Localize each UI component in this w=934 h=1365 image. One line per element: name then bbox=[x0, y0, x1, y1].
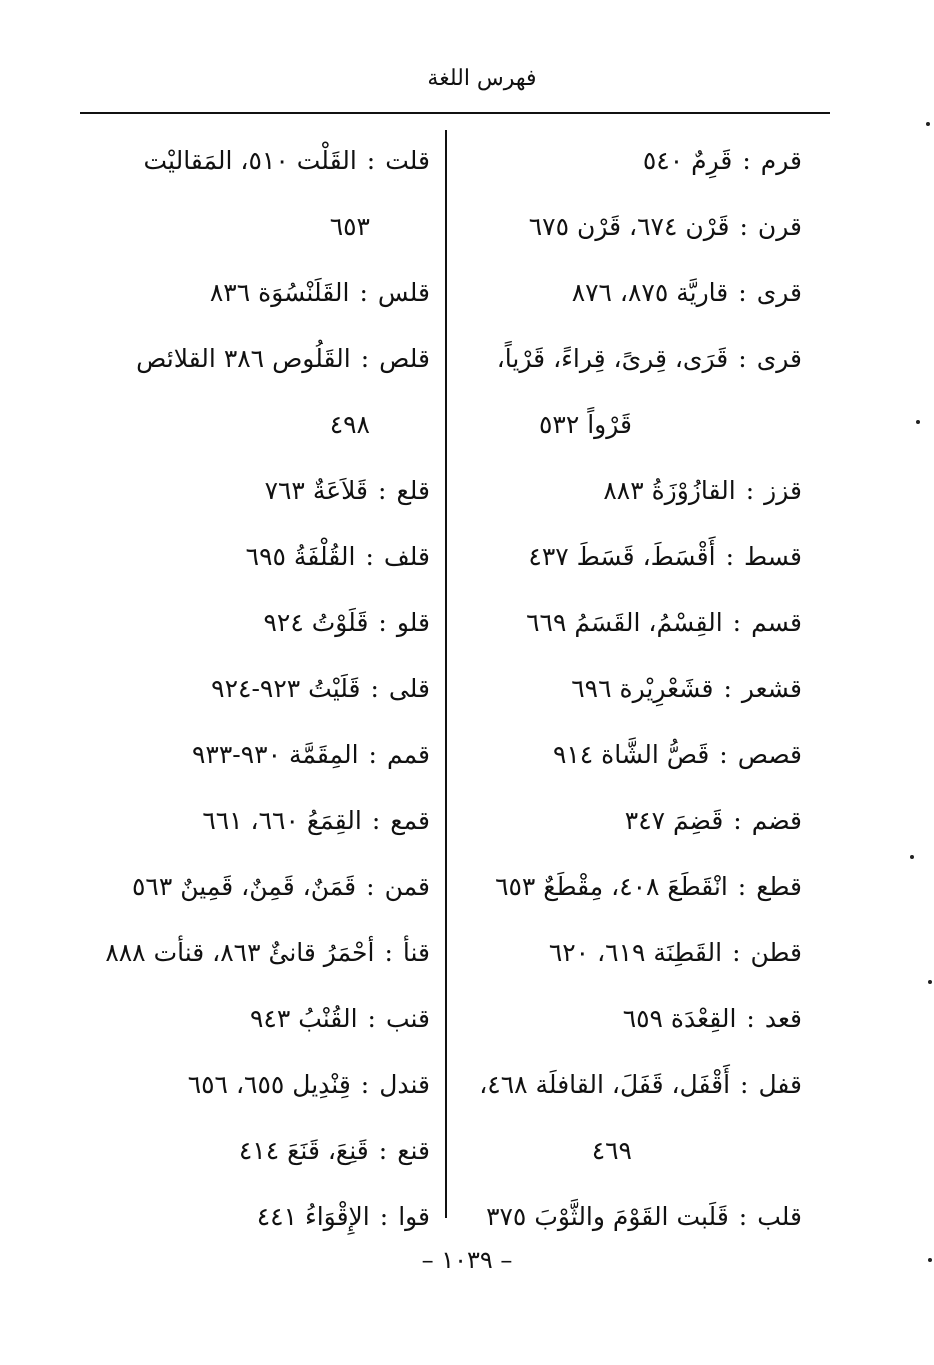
entry-text: قَرْن ٦٧٤، قَرْن ٦٧٥ bbox=[528, 212, 730, 241]
entry-continuation: ٤٩٨ bbox=[329, 410, 370, 439]
index-entry: قزز:القازُوْزَةُ ٨٨٣ bbox=[603, 476, 802, 505]
page-header bbox=[0, 66, 934, 91]
index-entry: قلب:قَلَبت القَوْمَ والثَّوْبَ ٣٧٥ bbox=[486, 1202, 802, 1231]
entry-text: قَلَيْتُ ٩٢٣-٩٢٤ bbox=[211, 674, 361, 703]
entry-root: قسط bbox=[744, 542, 802, 571]
entry-root: قمم bbox=[386, 740, 430, 769]
entry-text: القِمَعُ ٦٦٠، ٦٦١ bbox=[202, 806, 362, 835]
entry-root: قضم bbox=[751, 806, 802, 835]
left-column bbox=[78, 128, 430, 1250]
entry-root: قرى bbox=[756, 278, 802, 307]
entry-text: القَطِنَة ٦١٩، ٦٢٠ bbox=[548, 938, 723, 967]
index-entry: قطع:انْقَطَعَ ٤٠٨، مِقْطَعٌ ٦٥٣ bbox=[495, 872, 802, 901]
entry-root: قطع bbox=[756, 872, 802, 901]
entry-root: قزز bbox=[764, 476, 802, 505]
index-entry: قلت:القَلْت ٥١٠، المَقاليْت ٦٥٣ bbox=[78, 128, 430, 260]
scan-speck bbox=[928, 980, 932, 984]
entry-root: قنأ bbox=[402, 938, 430, 967]
entry-root: قرن bbox=[757, 212, 802, 241]
index-entry: قرى:قاريَّة ٨٧٥، ٨٧٦ bbox=[571, 278, 802, 307]
entry-root: قلو bbox=[396, 608, 430, 637]
entry-text: قَرِمٌ ٥٤٠ bbox=[642, 146, 733, 175]
right-column bbox=[462, 128, 802, 1250]
entry-root: قطن bbox=[750, 938, 802, 967]
entry-root: قصص bbox=[737, 740, 802, 769]
index-entry: قلو:قَلَوْتُ ٩٢٤ bbox=[263, 608, 430, 637]
entry-continuation: ٤٦٩ bbox=[591, 1136, 632, 1165]
index-entry: قنب:القُنْبُ ٩٤٣ bbox=[249, 1004, 430, 1033]
index-entry: قوا:الإِقْوَاءُ ٤٤١ bbox=[256, 1202, 430, 1231]
entry-root: قندل bbox=[379, 1070, 430, 1099]
page-title: فهرس اللغة bbox=[427, 66, 537, 91]
entry-text: قَمَنٌ، قَمِنٌ، قَمِينٌ ٥٦٣ bbox=[132, 872, 357, 901]
entry-root: قلع bbox=[396, 476, 430, 505]
header-rule bbox=[80, 112, 830, 114]
entry-root: قلص bbox=[379, 344, 430, 373]
entry-root: قنع bbox=[397, 1136, 430, 1165]
entry-text: قاريَّة ٨٧٥، ٨٧٦ bbox=[571, 278, 729, 307]
entry-continuation: قَرْواً ٥٣٢ bbox=[538, 410, 632, 439]
entry-text: القَلَنْسُوَة ٨٣٦ bbox=[209, 278, 350, 307]
index-entry: قرى:قَرَى، قِرىً، قِراءً، قَرْياً، قَرْواً ٥٣٢ bbox=[462, 326, 802, 458]
index-entry: قرن:قَرْن ٦٧٤، قَرْن ٦٧٥ bbox=[528, 212, 802, 241]
entry-text: قَلَبت القَوْمَ والثَّوْبَ ٣٧٥ bbox=[486, 1202, 729, 1231]
entry-root: قرم bbox=[760, 146, 802, 175]
entry-text: القَلْت ٥١٠، المَقاليْت bbox=[143, 146, 357, 175]
entry-root: قلس bbox=[377, 278, 430, 307]
entry-root: قلب bbox=[757, 1202, 802, 1231]
index-entry: قلص:القَلُوص ٣٨٦ القلائص ٤٩٨ bbox=[78, 326, 430, 458]
entry-text: أَقْفَل، قَفَلَ، القافلَة ٤٦٨، bbox=[479, 1070, 731, 1099]
index-entry: قلى:قَلَيْتُ ٩٢٣-٩٢٤ bbox=[211, 674, 430, 703]
entry-root: قمع bbox=[390, 806, 430, 835]
entry-text: قِنْدِيل ٦٥٥، ٦٥٦ bbox=[187, 1070, 351, 1099]
entry-text: القَلُوص ٣٨٦ القلائص bbox=[136, 344, 351, 373]
index-entry: قسم:القِسْمُ، القَسَمُ ٦٦٩ bbox=[526, 608, 802, 637]
scan-speck bbox=[910, 855, 914, 859]
entry-text: القُلْفَةُ ٦٩٥ bbox=[245, 542, 356, 571]
entry-text: قَرَى، قِرىً، قِراءً، قَرْياً، bbox=[496, 344, 729, 373]
entry-text: أَقْسَطَ، قَسَطَ ٤٣٧ bbox=[528, 542, 716, 571]
entry-text: أحْمَرُ قانئٌ ٨٦٣، قنأت ٨٨٨ bbox=[105, 938, 375, 967]
entry-root: قلى bbox=[388, 674, 430, 703]
entry-text: قَلاَعَةٌ ٧٦٣ bbox=[264, 476, 369, 505]
entry-text: قَلَوْتُ ٩٢٤ bbox=[263, 608, 369, 637]
index-entry: قفل:أَقْفَل، قَفَلَ، القافلَة ٤٦٨، ٤٦٩ bbox=[462, 1052, 802, 1184]
index-entry: قطن:القَطِنَة ٦١٩، ٦٢٠ bbox=[548, 938, 802, 967]
entry-text: قَنِعَ، قَنَعَ ٤١٤ bbox=[238, 1136, 369, 1165]
entry-text: قشَعْرِيْرة ٦٩٦ bbox=[571, 674, 714, 703]
index-entry: قرم:قَرِمٌ ٥٤٠ bbox=[642, 146, 802, 175]
entry-root: قلف bbox=[383, 542, 430, 571]
index-entry: قضم:قَضِمَ ٣٤٧ bbox=[624, 806, 802, 835]
entry-root: قشعر bbox=[741, 674, 802, 703]
entry-root: قلت bbox=[385, 146, 430, 175]
entry-text: قَضِمَ ٣٤٧ bbox=[624, 806, 724, 835]
entry-text: الإِقْوَاءُ ٤٤١ bbox=[256, 1202, 370, 1231]
entry-root: قفل bbox=[758, 1070, 802, 1099]
index-entry: قلس:القَلَنْسُوَة ٨٣٦ bbox=[209, 278, 430, 307]
index-entry: قمن:قَمَنٌ، قَمِنٌ، قَمِينٌ ٥٦٣ bbox=[132, 872, 430, 901]
entry-text: المِقَمَّة ٩٣٠-٩٣٣ bbox=[192, 740, 359, 769]
page-number: – ١٠٣٩ – bbox=[421, 1246, 513, 1274]
entry-text: القِسْمُ، القَسَمُ ٦٦٩ bbox=[526, 608, 723, 637]
entry-root: قرى bbox=[756, 344, 802, 373]
index-entry: قعد:القِعْدَة ٦٥٩ bbox=[622, 1004, 802, 1033]
index-entry: قشعر:قشَعْرِيْرة ٦٩٦ bbox=[571, 674, 802, 703]
entry-text: القازُوْزَةُ ٨٨٣ bbox=[603, 476, 736, 505]
entry-root: قوا bbox=[398, 1202, 430, 1231]
index-entry: قندل:قِنْدِيل ٦٥٥، ٦٥٦ bbox=[187, 1070, 430, 1099]
entry-text: انْقَطَعَ ٤٠٨، مِقْطَعٌ ٦٥٣ bbox=[495, 872, 728, 901]
index-entry: قلف:القُلْفَةُ ٦٩٥ bbox=[245, 542, 430, 571]
entry-root: قسم bbox=[751, 608, 802, 637]
scan-speck bbox=[916, 420, 920, 424]
column-divider bbox=[445, 130, 447, 1218]
index-entry: قمع:القِمَعُ ٦٦٠، ٦٦١ bbox=[202, 806, 430, 835]
index-entry: قلع:قَلاَعَةٌ ٧٦٣ bbox=[264, 476, 430, 505]
entry-continuation: ٦٥٣ bbox=[329, 212, 370, 241]
index-entry: قنع:قَنِعَ، قَنَعَ ٤١٤ bbox=[238, 1136, 430, 1165]
index-entry: قمم:المِقَمَّة ٩٣٠-٩٣٣ bbox=[192, 740, 430, 769]
entry-root: قعد bbox=[764, 1004, 802, 1033]
entry-text: قَصُّ الشَّاة ٩١٤ bbox=[552, 740, 710, 769]
entry-text: القِعْدَة ٦٥٩ bbox=[622, 1004, 737, 1033]
index-entry: قصص:قَصُّ الشَّاة ٩١٤ bbox=[552, 740, 802, 769]
scan-speck bbox=[928, 1258, 932, 1262]
entry-root: قنب bbox=[385, 1004, 430, 1033]
index-entry: قنأ:أحْمَرُ قانئٌ ٨٦٣، قنأت ٨٨٨ bbox=[105, 938, 430, 967]
entry-text: القُنْبُ ٩٤٣ bbox=[249, 1004, 358, 1033]
index-entry: قسط:أَقْسَطَ، قَسَطَ ٤٣٧ bbox=[528, 542, 802, 571]
scan-speck bbox=[926, 122, 930, 126]
entry-root: قمن bbox=[384, 872, 430, 901]
